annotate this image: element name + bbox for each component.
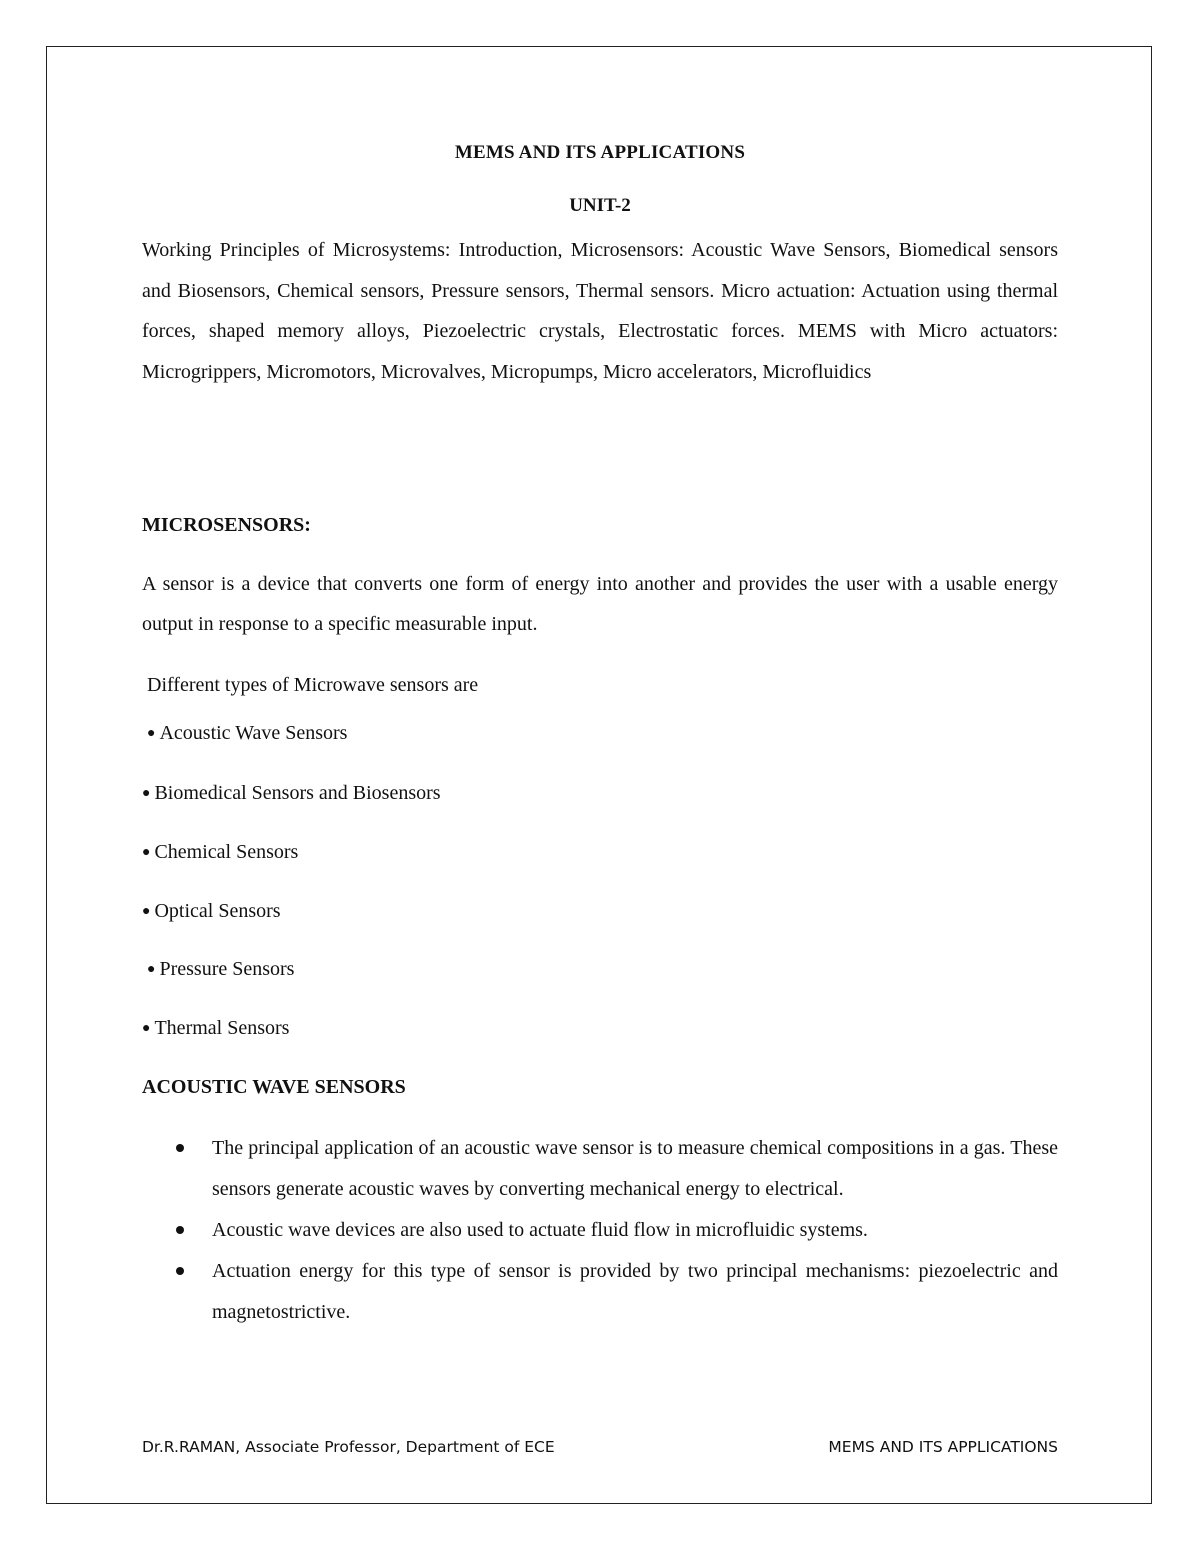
- acoustic-wave-heading: ACOUSTIC WAVE SENSORS: [142, 1076, 406, 1098]
- sensor-definition: A sensor is a device that converts one form of energy into another and provides the user with a usable energy output in response to a specific measurable input.: [142, 573, 1058, 635]
- bullet-icon: [176, 1226, 184, 1234]
- footer-course: MEMS AND ITS APPLICATIONS: [828, 1438, 1058, 1456]
- list-item: The principal application of an acoustic wave sensor is to measure chemical compositions in a gas. These sensors generate acoustic waves by converting mechanical energy to electrical.: [142, 1128, 1058, 1210]
- sensor-types-intro: Different types of Microwave sensors are: [147, 674, 479, 696]
- bullet-icon: ●: [142, 904, 151, 919]
- bullet-icon: ●: [147, 962, 156, 977]
- bullet-icon: ●: [147, 726, 156, 741]
- list-item: Acoustic wave devices are also used to actuate fluid flow in microfluidic systems.: [142, 1210, 1058, 1251]
- sensor-type-item: ● Acoustic Wave Sensors: [147, 722, 348, 744]
- acoustic-points-list: [142, 1128, 1058, 1333]
- unit-label: UNIT-2: [569, 195, 631, 216]
- sensor-type-item: ● Optical Sensors: [142, 900, 281, 922]
- bullet-icon: [176, 1144, 184, 1152]
- list-item: Actuation energy for this type of sensor is provided by two principal mechanisms: piezoelectric and magnetostrictive.: [142, 1251, 1058, 1333]
- bullet-icon: [176, 1267, 184, 1275]
- sensor-type-item: ● Chemical Sensors: [142, 841, 299, 863]
- sensor-type-item: ● Biomedical Sensors and Biosensors: [142, 782, 441, 804]
- unit-syllabus-paragraph: Working Principles of Microsystems: Introduction, Microsensors: Acoustic Wave Sensors, Biomedical sensors and Biosensors, Chemical sensors, Pressure sensors, Thermal sensors. Micro actuation: Actuation using thermal forces, shaped memory alloys, Piezoelectric crystals, Electrostatic forces. MEMS with Micro actuators: Microgrippers, Micromotors, Microvalves, Micropumps, Micro accelerators, Microfluidics: [142, 239, 1058, 383]
- sensor-type-item: ● Pressure Sensors: [147, 958, 295, 980]
- bullet-icon: ●: [142, 1021, 151, 1036]
- microsensors-heading: MICROSENSORS:: [142, 514, 311, 536]
- bullet-icon: ●: [142, 786, 151, 801]
- sensor-type-item: ● Thermal Sensors: [142, 1017, 290, 1039]
- document-title: MEMS AND ITS APPLICATIONS: [454, 142, 746, 163]
- footer-author: Dr.R.RAMAN, Associate Professor, Department of ECE: [142, 1438, 555, 1456]
- bullet-icon: ●: [142, 845, 151, 860]
